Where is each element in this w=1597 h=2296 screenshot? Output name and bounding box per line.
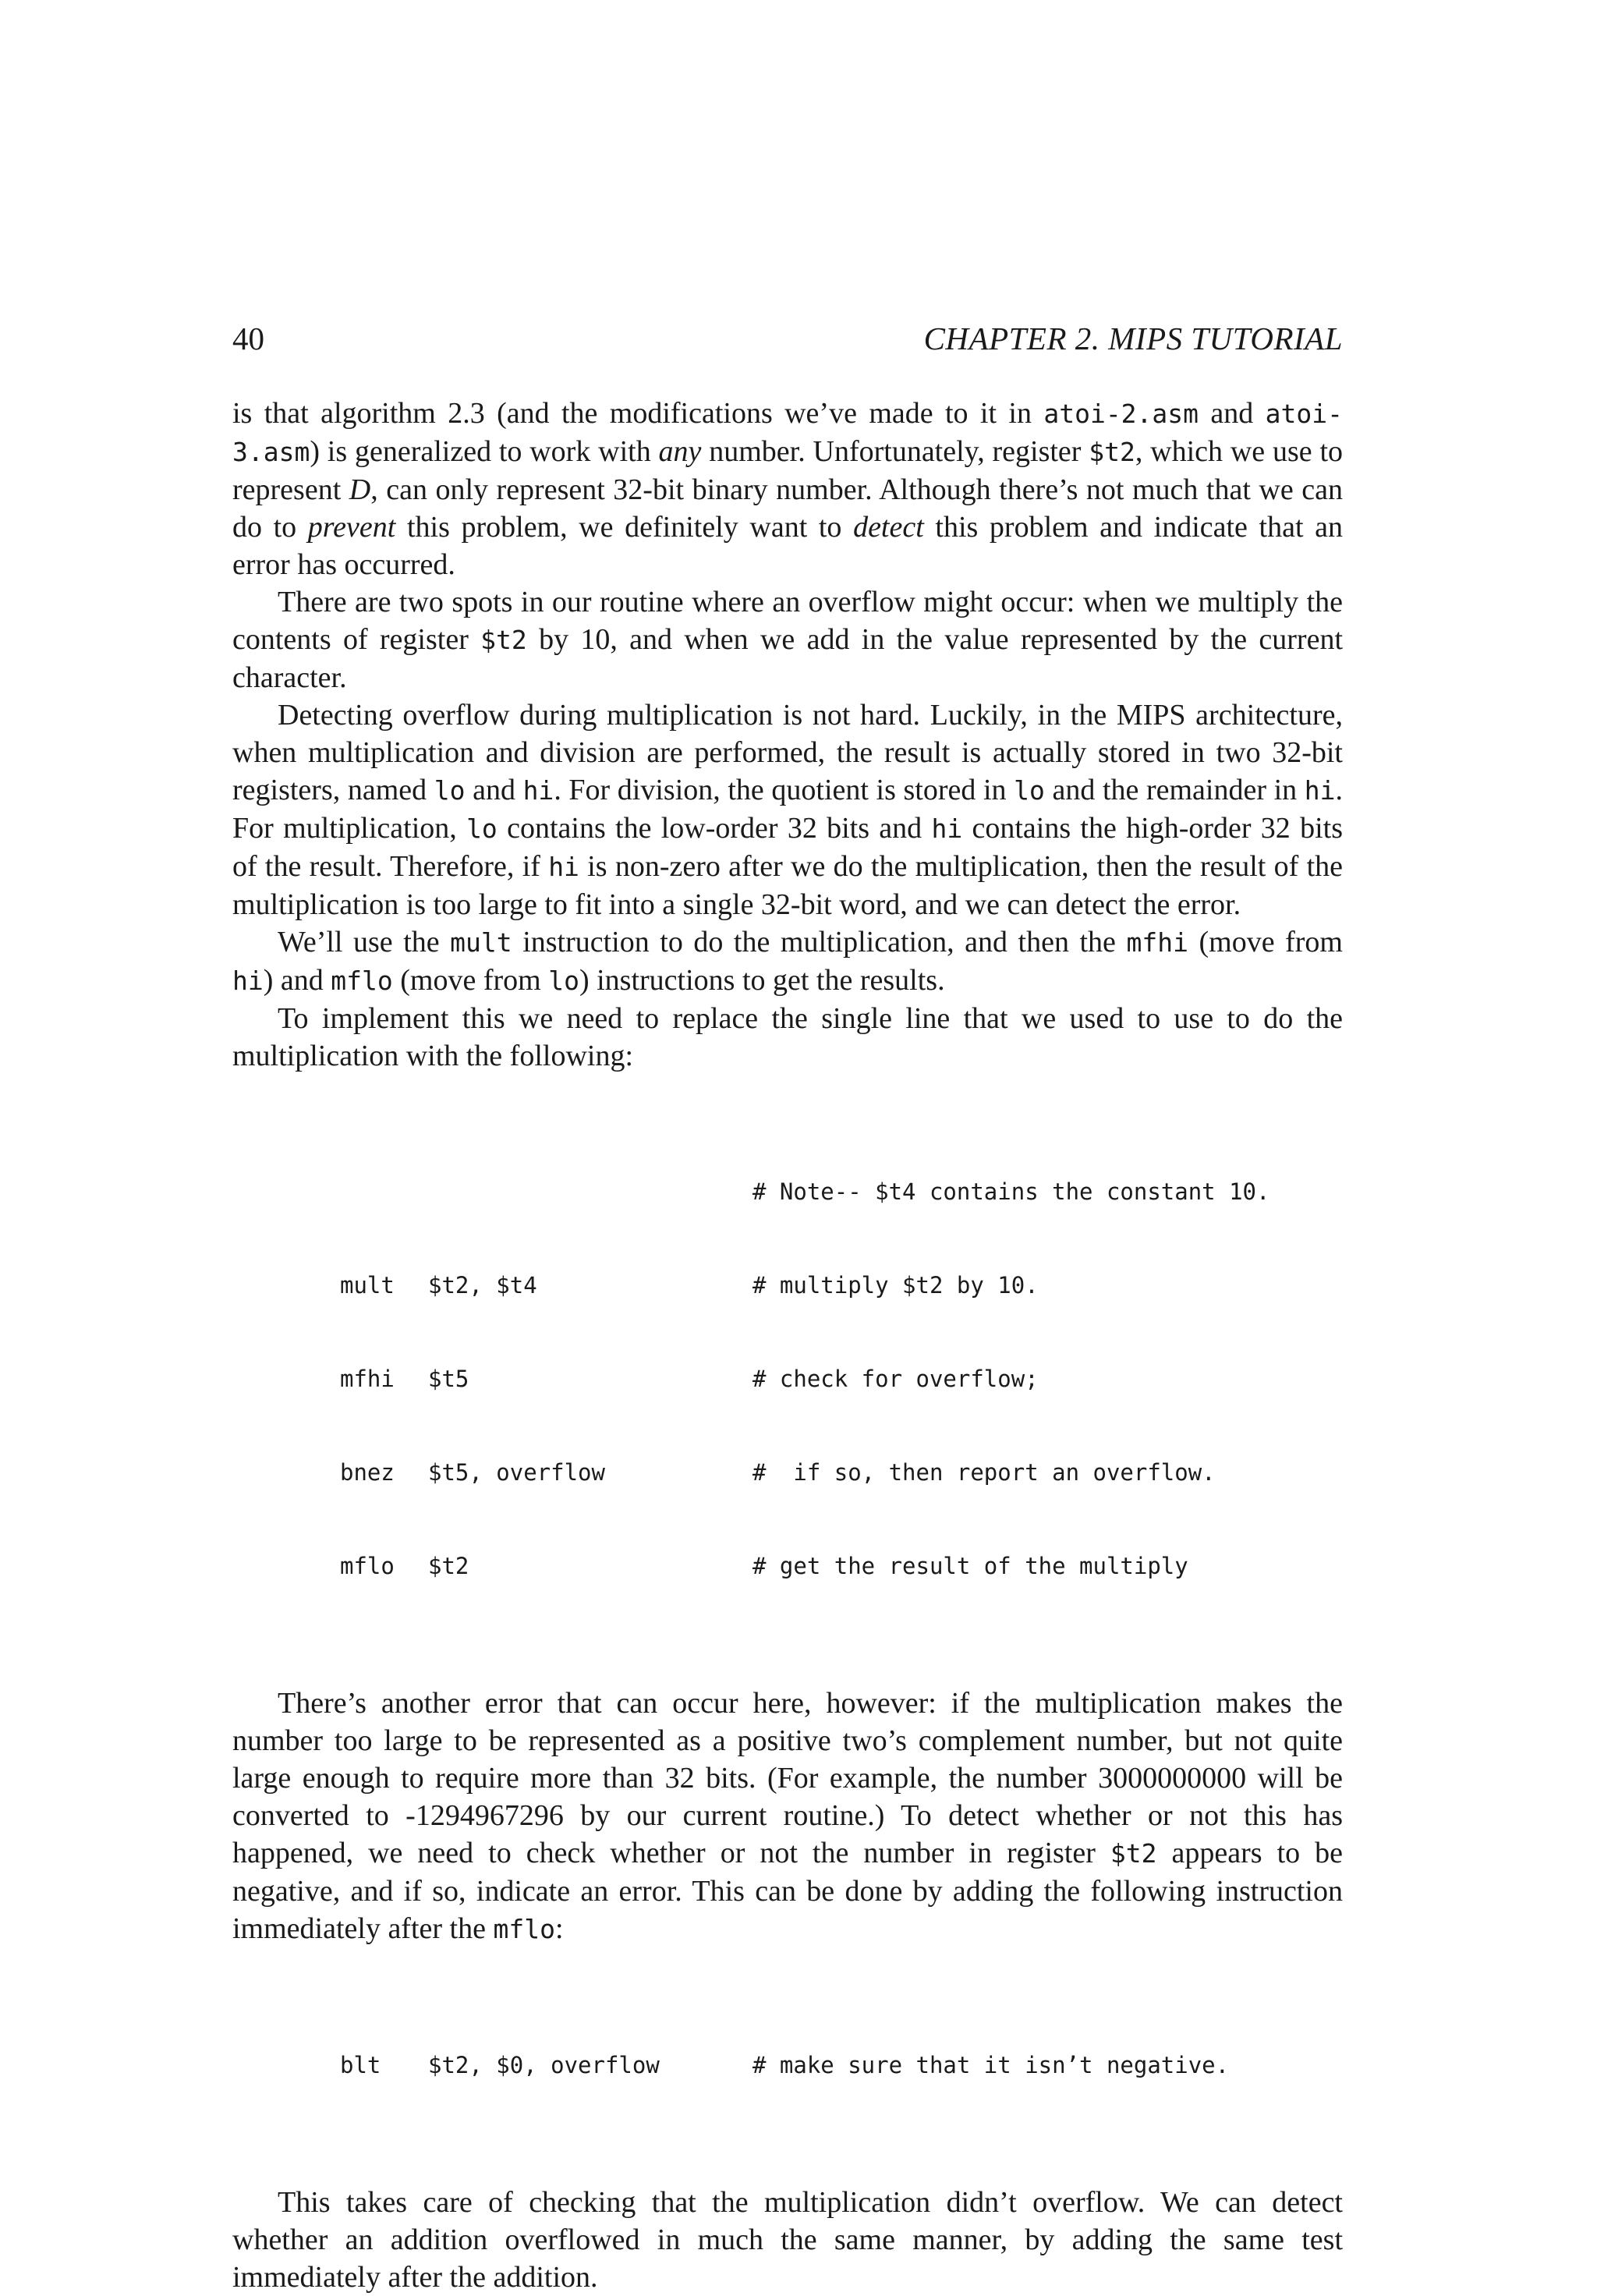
code-line — [340, 1176, 1343, 1207]
inline-code: lo — [548, 966, 579, 996]
inline-code: mfhi — [1126, 927, 1188, 958]
inline-code: $t2 — [1110, 1838, 1157, 1869]
code-opcode: mult — [340, 1272, 395, 1299]
inline-code: lo — [1014, 775, 1045, 806]
code-comment: # Note-- $t4 contains the constant 10. — [752, 1178, 1270, 1205]
code-line — [340, 1363, 1343, 1394]
paragraph-6: There’s another error that can occur here, however: if the multiplication makes the number too large to be represented as a positive two’s complement number, but not quite large enough to require more than 32 bits. (For example, the number 3000000000 will be converted to -1294967296 by our current routine.) To detect whether or not this has happened, we need to check whether or not the number in register $t2 appears to be negative, and if so, indicate an error. This can be done by adding the following instruction immediately after the mflo: — [232, 1687, 1343, 1945]
inline-code: $t2 — [1089, 437, 1135, 467]
emphasis: D — [349, 473, 371, 506]
inline-code: hi — [548, 852, 579, 882]
paragraph-3: Detecting overflow during multiplication is not hard. Luckily, in the MIPS architecture, when multiplication and division are performed, the result is actually stored in two 32-bit registers, named lo and hi. For division, the quotient is stored in lo and the remainder in hi. For multiplication, lo contains the low-order 32 bits and hi contains the high-order 32 bits of the result. Therefore, if hi is non-zero after we do the multiplication, then the result of the multiplication is too large to fit into a single 32-bit word, and we can detect the error. — [232, 699, 1344, 921]
code-operands: $t5, overflow — [428, 1459, 605, 1486]
paragraph-7: This takes care of checking that the multiplication didn’t overflow. We can detect whether an addition overflowed in much the same manner, by adding the same test immediately after the addition. — [232, 2186, 1343, 2294]
code-opcode: mfhi — [340, 1366, 395, 1392]
paragraph-1: is that algorithm 2.3 (and the modifications we’ve made to it in atoi-2.asm and atoi-3.asm) is generalized to work with any number. Unfortunately, register $t2, which we use to represent D, can only represent 32-bit binary number. Although there’s not much that we can do to prevent this problem, we definitely want to detect this problem and indicate that an error has occurred. — [232, 397, 1344, 581]
code-comment: # make sure that it isn’t negative. — [752, 2052, 1230, 2078]
paragraph-4: We’ll use the mult instruction to do the multiplication, and then the mfhi (move from hi) and mflo (move from lo) instructions to get the results. — [232, 926, 1343, 997]
code-comment: # get the result of the multiply — [752, 1553, 1188, 1579]
code-line — [340, 1270, 1343, 1301]
code-line — [340, 2050, 1343, 2081]
body-text — [232, 395, 1343, 2296]
code-operands: $t2 — [428, 1553, 469, 1579]
code-block-negative-check — [340, 1987, 1343, 2143]
inline-code: hi — [931, 813, 963, 844]
paragraph-5: To implement this we need to replace the single line that we used to use to do the multiplication with the following: — [232, 1002, 1343, 1072]
emphasis: prevent — [307, 511, 396, 544]
code-operands: $t2, $t4 — [428, 1272, 537, 1299]
code-comment: # check for overflow; — [752, 1366, 1039, 1392]
inline-code: hi — [1304, 775, 1336, 806]
code-comment: # multiply $t2 by 10. — [752, 1272, 1039, 1299]
code-line — [340, 1457, 1343, 1488]
code-opcode: mflo — [340, 1553, 395, 1579]
code-operands: $t5 — [428, 1366, 469, 1392]
page — [232, 320, 1343, 2296]
inline-code: atoi-2.asm — [1043, 399, 1199, 429]
code-opcode: bnez — [340, 1459, 395, 1486]
inline-code: lo — [466, 813, 498, 844]
code-operands — [428, 1176, 752, 1207]
inline-code: mflo — [331, 966, 393, 996]
inline-code: hi — [522, 775, 554, 806]
inline-code: lo — [434, 775, 466, 806]
code-comment: # if so, then report an overflow. — [752, 1459, 1216, 1486]
code-block-multiply — [340, 1114, 1343, 1644]
inline-code: hi — [232, 966, 264, 996]
emphasis: any — [658, 435, 702, 468]
code-opcode — [340, 1176, 428, 1207]
code-line — [340, 1550, 1343, 1582]
chapter-title: CHAPTER 2. MIPS TUTORIAL — [923, 321, 1343, 356]
paragraph-2: There are two spots in our routine where an overflow might occur: when we multiply the contents of register $t2 by 10, and when we add in the value represented by the current character. — [232, 586, 1344, 694]
inline-code: mflo — [493, 1914, 555, 1944]
code-opcode: blt — [340, 2052, 381, 2078]
page-number: 40 — [232, 321, 264, 356]
inline-code: atoi-3.asm — [232, 399, 1343, 467]
inline-code: $t2 — [480, 625, 527, 655]
running-head — [232, 320, 1343, 363]
emphasis: detect — [853, 511, 924, 544]
code-operands: $t2, $0, overflow — [428, 2052, 660, 2078]
inline-code: mult — [450, 927, 512, 958]
